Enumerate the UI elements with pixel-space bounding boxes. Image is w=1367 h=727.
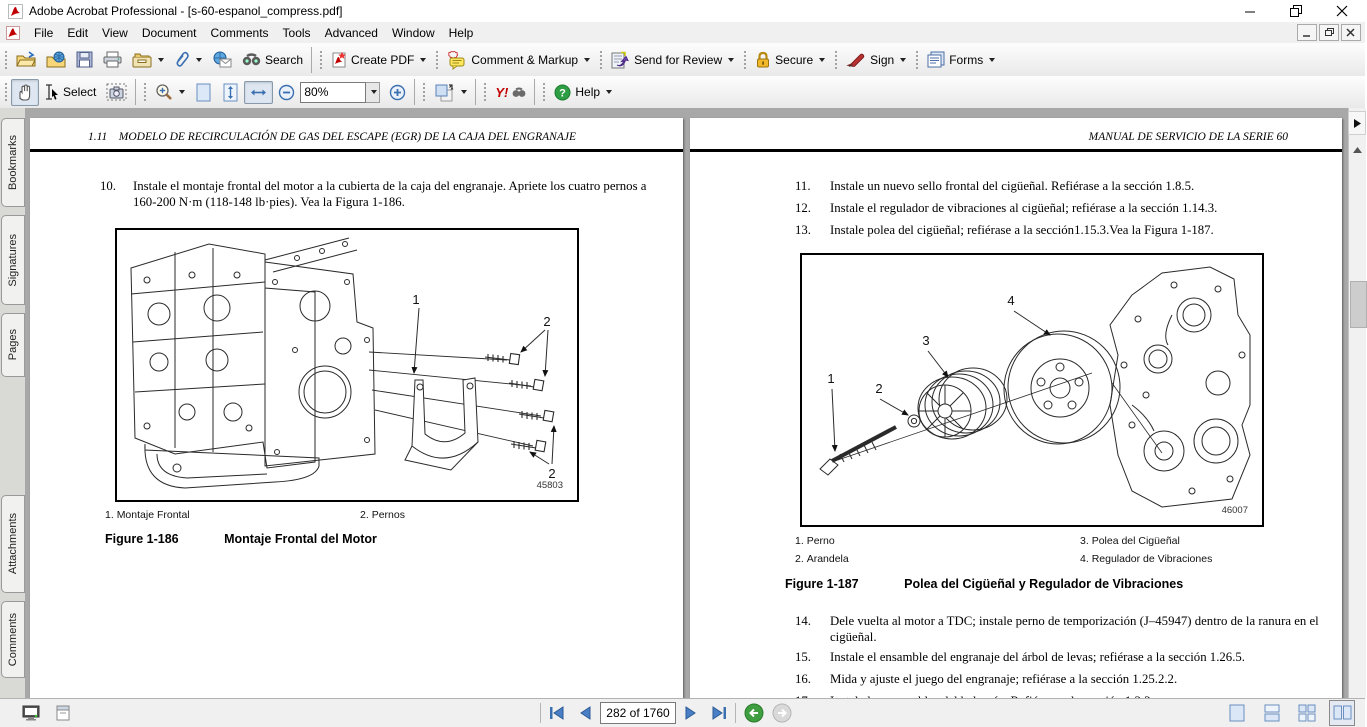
toolbar-grip[interactable] [435,50,439,70]
minimize-button[interactable] [1227,0,1273,22]
secure-label: Secure [775,52,814,67]
secure-dropdown-arrow[interactable] [819,58,825,62]
select-label: Select [63,85,97,99]
comment-markup-button[interactable] [442,47,595,73]
organizer-dropdown-arrow[interactable] [158,58,164,62]
document-window-controls [1297,24,1361,41]
menu-bar [0,22,1365,44]
zoom-tool-dropdown-arrow[interactable] [179,90,185,94]
acrobat-app-icon [8,4,23,19]
figure-1-187-caption: Figure 1-187 Polea del Cigüeñal y Regulador de Vibraciones [785,577,1184,591]
tab-signatures[interactable]: Signatures [1,215,25,305]
doc-restore-button[interactable] [1319,24,1339,41]
toolbar-grip[interactable] [599,50,603,70]
create-pdf-dropdown-arrow[interactable] [420,58,426,62]
zoom-tool-button[interactable] [150,79,190,105]
last-page-button[interactable] [711,706,727,720]
send-review-label: Send for Review [634,52,723,67]
tab-pages[interactable]: Pages [1,313,25,377]
search-button-label: Search [265,52,304,67]
document-status-icon[interactable] [56,705,70,721]
toolbar-grip[interactable] [143,82,147,102]
step-11: 11. Instale un nuevo sello frontal del cigüeñal. Refiérase a la sección 1.8.5. [795,179,1195,193]
attach-button[interactable] [169,47,207,72]
previous-page-button[interactable] [579,706,592,720]
open-web-button[interactable] [41,47,71,72]
fit-width-button[interactable] [244,81,273,104]
toolbar-grip[interactable] [743,50,747,70]
window-title: Adobe Acrobat Professional - [s-60-espanol_compress.pdf] [29,4,343,18]
menu-view[interactable]: View [102,25,128,40]
menu-tools[interactable]: Tools [282,25,311,40]
legend-item: 4. Regulador de Vibraciones [1080,553,1213,565]
page-display-dropdown-arrow[interactable] [461,90,467,94]
page-layout-controls [1224,700,1355,726]
open-button[interactable] [11,47,41,72]
figure-1-186-caption: Figure 1-186 Montaje Frontal del Motor [105,532,377,546]
callout-2b: 2 [548,466,556,481]
legend-item: 2. Arandela [795,553,849,565]
step-16: 16. Mida y ajuste el juego del engranaje; refiérase a la sección 1.25.2.2. [795,672,1178,686]
callout-3: 3 [922,333,930,348]
screen-mode-icon[interactable] [22,705,40,721]
previous-view-button[interactable] [744,703,764,723]
toolbar-separator [414,79,415,105]
howto-pane-toggle[interactable] [1348,111,1366,135]
help-button[interactable] [549,80,617,105]
tab-attachments[interactable]: Attachments [1,495,25,593]
pdf-page-left [30,118,683,698]
binoculars-icon [512,86,526,98]
comment-markup-label: Comment & Markup [471,52,579,67]
svg-text:?: ? [559,87,567,99]
yahoo-label: Y! [495,84,509,100]
figure-1-186 [115,228,579,502]
toolbar-grip[interactable] [834,50,838,70]
search-button[interactable] [237,48,308,71]
status-bar [0,698,1365,727]
toolbar-separator [135,79,136,105]
figure-image-number: 45803 [536,480,563,491]
toolbar-grip[interactable] [319,50,323,70]
legend-item: 1. Montaje Frontal [105,509,190,521]
right-page-running-header: MANUAL DE SERVICIO DE LA SERIE 60 [1088,131,1288,143]
zoom-level-input[interactable] [300,82,366,103]
callout-2a: 2 [543,314,551,329]
help-label: Help [575,85,601,99]
toolbar-grip[interactable] [483,82,487,102]
callout-1: 1 [827,371,835,386]
legend-item: 3. Polea del Cigüeñal [1080,535,1180,547]
email-button[interactable] [207,47,237,72]
restore-button[interactable] [1273,0,1319,22]
doc-minimize-button[interactable] [1297,24,1317,41]
file-toolbar [0,43,1365,77]
sign-label: Sign [870,52,895,67]
crankshaft-pulley-drawing [802,255,1258,521]
print-button[interactable] [98,47,127,72]
hand-tool-button[interactable] [11,79,39,106]
sign-button[interactable] [841,48,911,72]
continuous-facing-layout-button[interactable] [1294,700,1320,726]
first-page-button[interactable] [549,706,565,720]
fit-page-button[interactable] [190,79,217,106]
fit-height-button[interactable] [217,79,244,106]
toolbar-separator [311,47,312,73]
help-dropdown-arrow[interactable] [606,90,612,94]
vertical-scrollbar[interactable] [1348,108,1366,698]
organizer-button[interactable] [127,47,169,72]
continuous-layout-button[interactable] [1259,700,1285,726]
view-toolbar [0,76,1365,109]
zoom-in-button[interactable] [384,80,411,105]
callout-4: 4 [1007,293,1015,308]
document-view[interactable] [25,108,1348,698]
doc-close-button[interactable] [1341,24,1361,41]
engine-front-mount-drawing [117,230,573,496]
page-display-button[interactable] [429,79,472,106]
forms-label: Forms [949,52,984,67]
facing-layout-button[interactable] [1329,700,1355,726]
menu-comments[interactable]: Comments [210,25,269,40]
toolbar-separator [534,79,535,105]
menu-edit[interactable]: Edit [67,25,89,40]
snapshot-button[interactable] [101,79,132,105]
create-pdf-button[interactable] [326,47,431,73]
tab-comments[interactable]: Comments [1,601,25,678]
page-number-input[interactable] [600,702,676,724]
forms-dropdown-arrow[interactable] [989,58,995,62]
page-navigation [540,702,792,724]
step-13: 13. Instale polea del cigüeñal; refiérase a la sección1.15.3.Vea la Figura 1-187. [795,223,1214,237]
pdf-page-right [690,118,1342,698]
close-button[interactable] [1319,0,1365,22]
navigation-pane-tabs [0,108,25,698]
scroll-up-button[interactable] [1349,141,1365,158]
forms-button[interactable] [922,47,1000,72]
toolbar-grip[interactable] [4,50,8,70]
toolbar-grip[interactable] [422,82,426,102]
callout-2: 2 [875,381,883,396]
menu-advanced[interactable]: Advanced [324,25,378,40]
title-bar [0,0,1365,22]
left-page-running-header: 1.11 MODELO DE RECIRCULACIÓN DE GAS DEL ESCAPE (EGR) DE LA CAJA DEL ENGRANAJE [88,131,576,143]
toolbar-grip[interactable] [915,50,919,70]
toolbar-grip[interactable] [542,82,546,102]
acrobat-doc-icon [6,26,20,40]
toolbar-grip[interactable] [4,82,8,102]
scrollbar-thumb[interactable] [1350,281,1367,328]
figure-image-number: 46007 [1221,505,1248,516]
comment-markup-dropdown-arrow[interactable] [584,58,590,62]
select-tool-button[interactable] [39,80,101,105]
send-review-dropdown-arrow[interactable] [728,58,734,62]
toolbar-separator [475,79,476,105]
zoom-out-button[interactable] [273,80,300,105]
menu-document[interactable]: Document [141,25,197,40]
header-rule [30,149,683,152]
attach-dropdown-arrow[interactable] [196,58,202,62]
single-page-layout-button[interactable] [1224,700,1250,726]
step-14: 14. Dele vuelta al motor a TDC; instale perno de temporización (J–45947) dentro de la ranura en el cigüeñal. [795,614,1319,644]
tab-bookmarks[interactable]: Bookmarks [1,118,25,207]
step-10: 10. Instale el montaje frontal del motor a la cubierta de la caja del engranaje. Apriete los cuatro pernos a 160-200 N·m (118-148 lb·pies). Vea la Figura 1-186. [100,179,647,209]
send-review-button[interactable] [606,47,739,73]
secure-button[interactable] [750,47,830,73]
next-page-button[interactable] [684,706,697,720]
next-view-button[interactable] [772,703,792,723]
menu-file[interactable]: File [34,25,54,40]
legend-item: 2. Pernos [360,509,405,521]
figure-1-187 [800,253,1264,527]
callout-1: 1 [412,292,420,307]
create-pdf-label: Create PDF [351,52,415,67]
legend-item: 1. Perno [795,535,835,547]
header-rule [690,149,1342,152]
step-15: 15. Instale el ensamble del engranaje del árbol de levas; refiérase a la sección 1.26.5. [795,650,1245,664]
sign-dropdown-arrow[interactable] [900,58,906,62]
menu-help[interactable]: Help [448,25,474,40]
zoom-level-dropdown[interactable] [366,82,380,103]
step-12: 12. Instale el regulador de vibraciones al cigüeñal; refiérase a la sección 1.14.3. [795,201,1218,215]
menu-window[interactable]: Window [391,25,435,40]
yahoo-search-button[interactable] [490,81,531,104]
save-button[interactable] [71,47,98,72]
